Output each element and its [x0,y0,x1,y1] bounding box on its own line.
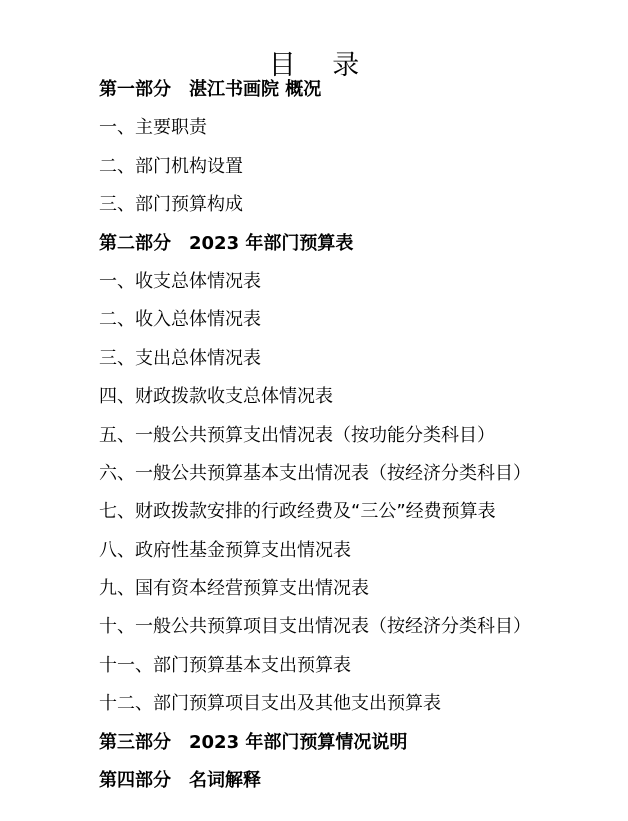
toc-item: 二、部门机构设置 [99,155,243,177]
toc-item: 二、收入总体情况表 [99,309,261,331]
toc-part-2 [99,225,531,263]
toc-item: 八、政府性基金预算支出情况表 [99,539,351,561]
page-title: 目 录 [268,50,374,82]
toc-item: 十、一般公共预算项目支出情况表（按经济分类科目） [99,616,531,638]
part-label: 第三部分 [99,731,171,753]
toc-item: 十二、部门预算项目支出及其他支出预算表 [99,693,441,715]
toc-item: 五、一般公共预算支出情况表（按功能分类科目） [99,424,495,446]
toc-item: 一、主要职责 [99,117,207,139]
toc-part-3 [99,724,531,762]
toc-item: 六、一般公共预算基本支出情况表（按经济分类科目） [99,462,531,484]
part-label: 第一部分 [99,79,171,100]
toc-item: 四、财政拨款收支总体情况表 [99,386,333,408]
toc-item: 三、支出总体情况表 [99,347,261,369]
part-title: 名词解释 [189,770,261,792]
part-title: 湛江书画院 概况 [189,79,322,100]
toc-part-4 [99,762,531,800]
toc-part-1 [99,71,531,109]
toc-item: 一、收支总体情况表 [99,270,261,292]
toc-item: 九、国有资本经营预算支出情况表 [99,578,369,600]
toc-list [99,71,531,800]
part-title: 2023 年部门预算情况说明 [189,731,408,753]
toc-item: 三、部门预算构成 [99,194,243,216]
toc-item: 七、财政拨款安排的行政经费及“三公”经费预算表 [99,501,496,523]
toc-item: 十一、部门预算基本支出预算表 [99,654,351,676]
part-title: 2023 年部门预算表 [189,232,354,254]
part-label: 第四部分 [99,770,171,792]
part-label: 第二部分 [99,232,171,254]
